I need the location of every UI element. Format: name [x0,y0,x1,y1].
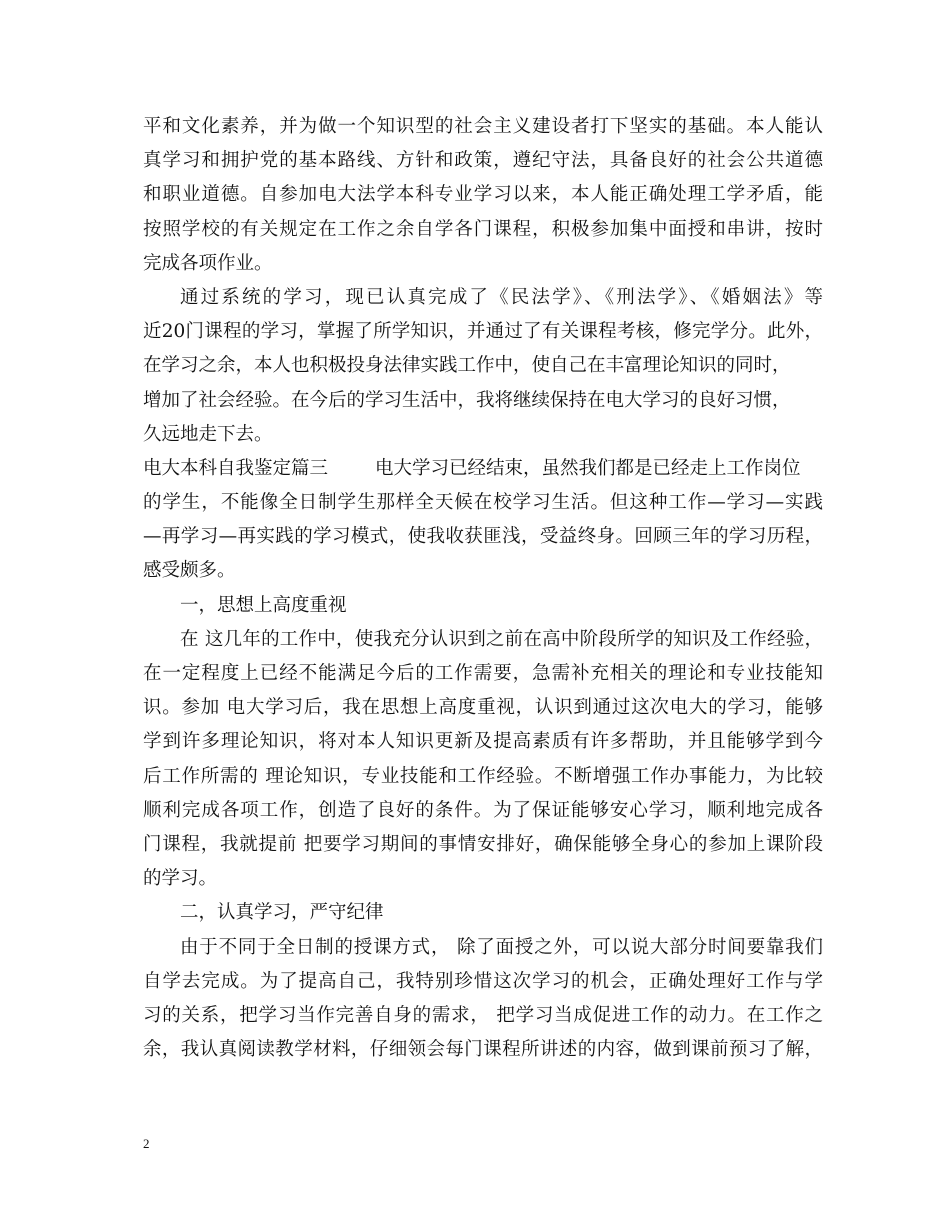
text-line: 平和文化素养，并为做一个知识型的社会主义建设者打下坚实的基础。本人能认 [143,116,823,137]
text-line: 在 这几年的工作中，使我充分认识到之前在高中阶段所学的知识及工作经验， [180,628,823,650]
text-line: 后工作所需的 理论知识，专业技能和工作经验。不断增强工作办事能力，为比较 [143,765,823,787]
text-line: 按照学校的有关规定在工作之余自学各门课程，积极参加集中面授和串讲，按时 [143,218,823,240]
text-line: 由于不同于全日制的授课方式， 除了面授之外，可以说大部分时间要靠我们 [180,936,823,958]
text-line: 的学生，不能像全日制学生那样全天候在校学习生活。但这种工作—学习—实践 [143,492,823,514]
text-line: 完成各项作业。 [143,252,273,274]
section-heading-line: 电大本科自我鉴定篇三 电大学习已经结束，虽然我们都是已经走上工作岗位 [143,457,801,479]
text-line: 增加了社会经验。在今后的学习生活中，我将继续保持在电大学习的良好习惯， [143,389,791,411]
text-line: 在一定程度上已经不能满足今后的工作需要，急需补充相关的理论和专业技能知 [143,663,823,684]
text-line: 真学习和拥护党的基本路线、方针和政策，遵纪守法，具备良好的社会公共道德 [143,150,823,172]
text-line: 自学去完成。为了提高自己，我特别珍惜这次学习的机会，正确处理好工作与学 [143,970,823,992]
text-line: 和职业道德。自参加电大法学本科专业学习以来，本人能正确处理工学矛盾，能 [143,184,823,206]
text-line: 识。参加 电大学习后，我在思想上高度重视，认识到通过这次电大的学习，能够 [143,697,823,719]
text-line: 久远地走下去。 [143,423,273,445]
text-line: 在学习之余，本人也积极投身法律实践工作中，使自己在丰富理论知识的同时， [143,355,791,377]
text-line: 的学习。 [143,868,218,890]
text-line: 余，我认真阅读教学材料，仔细领会每门课程所讲述的内容，做到课前预习了解， [143,1039,823,1061]
subheading-line: 一，思想上高度重视 [180,594,347,616]
text-line: 学到许多理论知识，将对本人知识更新及提高素质有许多帮助，并且能够学到今 [143,731,823,753]
text-line: 顺利完成各项工作，创造了良好的条件。为了保证能够安心学习，顺利地完成各 [143,799,823,821]
document-body [143,110,823,1067]
text-line: 门课程，我就提前 把要学习期间的事情安排好，确保能够全身心的参加上课阶段 [143,833,823,855]
text-line: 近20门课程的学习，掌握了所学知识，并通过了有关课程考核，修完学分。此外， [143,321,823,343]
text-line: —再学习—再实践的学习模式，使我收获匪浅，受益终身。回顾三年的学习历程， [143,526,823,548]
text-line: 通过系统的学习，现已认真完成了《民法学》、《刑法学》、《婚姻法》等 [180,286,823,308]
page-number: 2 [143,1136,150,1151]
text-line: 感受颇多。 [143,560,236,582]
subheading-line: 二，认真学习，严守纪律 [180,902,384,924]
text-line: 习的关系，把学习当作完善自身的需求， 把学习当成促进工作的动力。在工作之 [143,1004,823,1026]
